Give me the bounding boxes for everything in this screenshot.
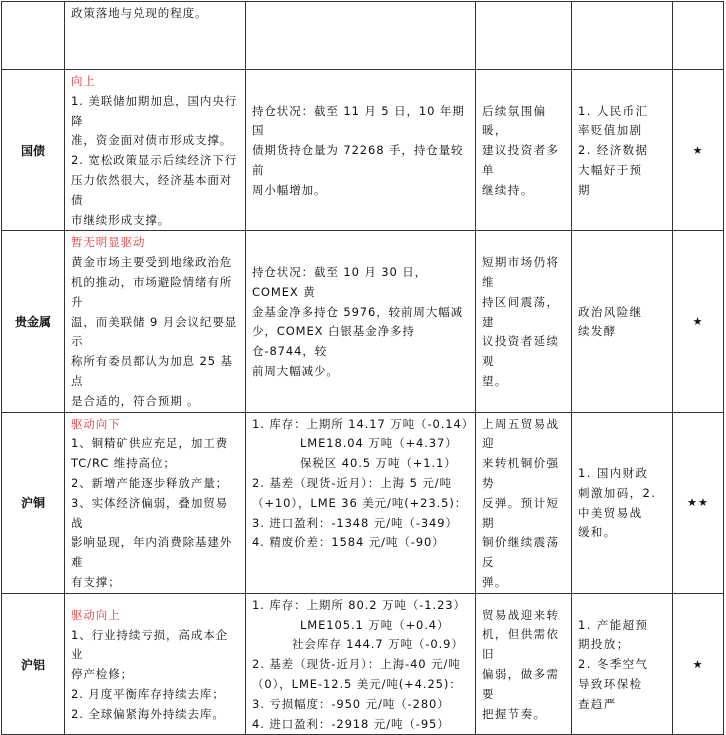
drivers-line: 市继续形成支撑。 — [71, 212, 171, 227]
outlook-line: 短期市场仍将维 — [482, 255, 560, 289]
risk-line: 查趋严 — [578, 696, 617, 711]
drivers-line: 压力依然很大，经济基本面对债 — [71, 172, 233, 207]
positions-cell — [246, 412, 476, 593]
drivers-line: 温，而美联储 9 月会议纪要显示 — [71, 314, 238, 349]
drivers-line: 1、行业持续亏损，高成本企业 — [71, 627, 229, 662]
direction-label: 向上 — [71, 74, 96, 88]
risk-line: 大幅好于预 — [578, 163, 643, 178]
positions-cell — [246, 593, 476, 735]
drivers-cell — [65, 412, 246, 593]
risk-line: 期投放； — [578, 637, 630, 652]
outlook-cell — [476, 70, 572, 231]
drivers-line: 2、新增产能逐步释放产量； — [71, 475, 229, 490]
drivers-line: 1. 美联储加期加息，国内央行降 — [71, 93, 238, 128]
positions-line: 4. 精废价差：1584 元/吨（-90） — [252, 535, 445, 550]
risk-line: 政治风险继 — [578, 304, 643, 319]
rating-stars: ★★ — [673, 412, 724, 593]
risk-line: 中美贸易战 — [578, 505, 643, 520]
risk-line: 1. 人民币汇 — [578, 103, 649, 118]
drivers-line: 黄金市场主要受到地缘政治危 — [71, 255, 233, 270]
outlook-line: 望。 — [482, 373, 508, 388]
drivers-line: 2. 月度平衡库存持续去库； — [71, 686, 225, 701]
commodity-table — [1, 1, 724, 735]
positions-line: （0），LME-12.5 美元/吨(+4.25)： — [252, 676, 462, 691]
positions-line: LME105.1 万吨（+0.4） — [300, 617, 450, 632]
positions-line: 周小幅增加。 — [252, 182, 327, 197]
drivers-line: TC/RC 维持高位； — [71, 456, 176, 471]
risk-cell — [572, 70, 673, 231]
positions-line: 2. 基差（现货-近月）：上海 5 元/吨 — [252, 475, 452, 490]
outlook-line: 偏弱，做多需要 — [482, 667, 560, 701]
positions-cell — [246, 231, 476, 412]
risk-cell — [572, 2, 673, 70]
positions-line: 持仓状况：截至 11 月 5 日，10 年期国 — [252, 103, 465, 138]
outlook-line: 上周五贸易战迎 — [482, 416, 560, 451]
drivers-line: 2. 全球偏紧海外持续去库。 — [71, 706, 225, 721]
positions-line: 2. 基差（现货-近月）：上海-40 元/吨 — [252, 657, 461, 672]
positions-line: 1. 库存：上期所 14.17 万吨（-0.14） — [252, 416, 475, 431]
risk-cell — [572, 231, 673, 412]
direction-label: 驱动向上 — [71, 607, 121, 622]
risk-cell — [572, 412, 673, 593]
commodity-name: 国债 — [2, 70, 65, 231]
rating-stars: ★ — [673, 593, 724, 735]
risk-cell — [572, 593, 673, 735]
outlook-line: 机，但供需依旧 — [482, 627, 560, 662]
outlook-line: 贸易战迎来转 — [482, 607, 560, 622]
positions-line: 3. 进口盈利：-1348 元/吨（-349） — [252, 515, 458, 530]
drivers-line: 称所有委员都认为加息 25 基点 — [71, 354, 233, 388]
risk-line: 缓和。 — [578, 525, 617, 540]
outlook-line: 把握节奏。 — [482, 706, 547, 721]
drivers-line: 机的推动，市场避险情绪有所升 — [71, 274, 233, 309]
outlook-line: 铜价继续震荡反 — [482, 535, 560, 570]
outlook-cell — [476, 2, 572, 70]
drivers-cell — [65, 2, 246, 70]
commodity-name: 沪铜 — [2, 412, 65, 593]
risk-line: 刺激加码，2. — [578, 485, 657, 500]
positions-line: 金基金净多持仓 5976，较前周大幅减 — [252, 304, 464, 319]
risk-line: 导致环保检 — [578, 676, 643, 691]
table-row-gold — [2, 231, 724, 412]
outlook-line: 议投资者延续观 — [482, 334, 560, 369]
drivers-line: 准，资金面对债市形成支撑。 — [71, 133, 233, 148]
drivers-cell — [65, 70, 246, 231]
outlook-line: 持区间震荡，建 — [482, 294, 560, 329]
risk-line: 续发酵 — [578, 324, 617, 339]
table-row-top — [2, 2, 724, 70]
drivers-line: 政策落地与兑现的程度。 — [71, 6, 208, 20]
outlook-line: 后续氛围偏暖， — [482, 103, 547, 138]
outlook-cell — [476, 231, 572, 412]
drivers-line: 1、铜精矿供应充足，加工费 — [71, 436, 229, 451]
positions-line: LME18.04 万吨（+4.37） — [300, 436, 458, 451]
outlook-line: 弹。 — [482, 574, 508, 589]
outlook-line: 反弹。预计短期 — [482, 495, 560, 530]
positions-line: 保税区 40.5 万吨（+1.1） — [300, 456, 457, 471]
positions-line: 前周大幅减少。 — [252, 364, 339, 379]
table-row-copper — [2, 412, 724, 593]
outlook-cell — [476, 412, 572, 593]
positions-line: 社会库存 144.7 万吨（-0.9） — [292, 637, 464, 652]
outlook-line: 来转机铜价强势 — [482, 456, 560, 490]
positions-line: 少，COMEX 白银基金净多持仓-8744，较 — [252, 324, 415, 359]
positions-line: （+10），LME 36 美元/吨(+23.5)： — [252, 495, 468, 510]
positions-line: 1. 库存：上期所 80.2 万吨（-1.23） — [252, 597, 466, 612]
risk-line: 1. 国内财政 — [578, 466, 649, 481]
risk-line: 2. 经济数据 — [578, 143, 649, 158]
drivers-cell — [65, 593, 246, 735]
drivers-line: 有支撑； — [71, 574, 121, 589]
drivers-line: 影响显现，年内消费除基建外难 — [71, 535, 233, 570]
outlook-line: 建议投资者多单 — [482, 143, 560, 178]
drivers-line: 停产检修； — [71, 667, 133, 682]
rating-stars: ★ — [673, 231, 724, 412]
commodity-name: 沪铝 — [2, 593, 65, 735]
positions-cell — [246, 2, 476, 70]
table-row-aluminum — [2, 593, 724, 735]
outlook-cell — [476, 593, 572, 735]
drivers-cell — [65, 231, 246, 412]
risk-line: 率贬值加剧 — [578, 123, 643, 138]
risk-line: 2. 冬季空气 — [578, 657, 649, 672]
direction-label: 驱动向下 — [71, 416, 121, 431]
risk-line: 1. 产能超预 — [578, 617, 649, 632]
drivers-line: 2. 宽松政策显示后续经济下行 — [71, 153, 238, 168]
commodity-name: 贵金属 — [2, 231, 65, 412]
rating-cell — [673, 2, 724, 70]
table-row-guozhai — [2, 70, 724, 231]
positions-line: 4. 进口盈利：-2918 元/吨（-95） — [252, 716, 450, 731]
name-cell — [2, 2, 65, 70]
drivers-line: 3、实体经济偏弱，叠加贸易战 — [71, 495, 229, 530]
rating-stars: ★ — [673, 70, 724, 231]
direction-label: 暂无明显驱动 — [71, 235, 146, 250]
positions-line: 持仓状况：截至 10 月 30 日，COMEX 黄 — [252, 265, 428, 299]
risk-line: 期 — [578, 182, 591, 197]
positions-line: 3. 亏损幅度：-950 元/吨（-280） — [252, 696, 450, 711]
drivers-line: 是合适的，符合预期 。 — [71, 393, 200, 408]
positions-cell — [246, 70, 476, 231]
positions-line: 债期货持仓量为 72268 手，持仓量较前 — [252, 143, 464, 178]
outlook-line: 继续持。 — [482, 182, 534, 197]
